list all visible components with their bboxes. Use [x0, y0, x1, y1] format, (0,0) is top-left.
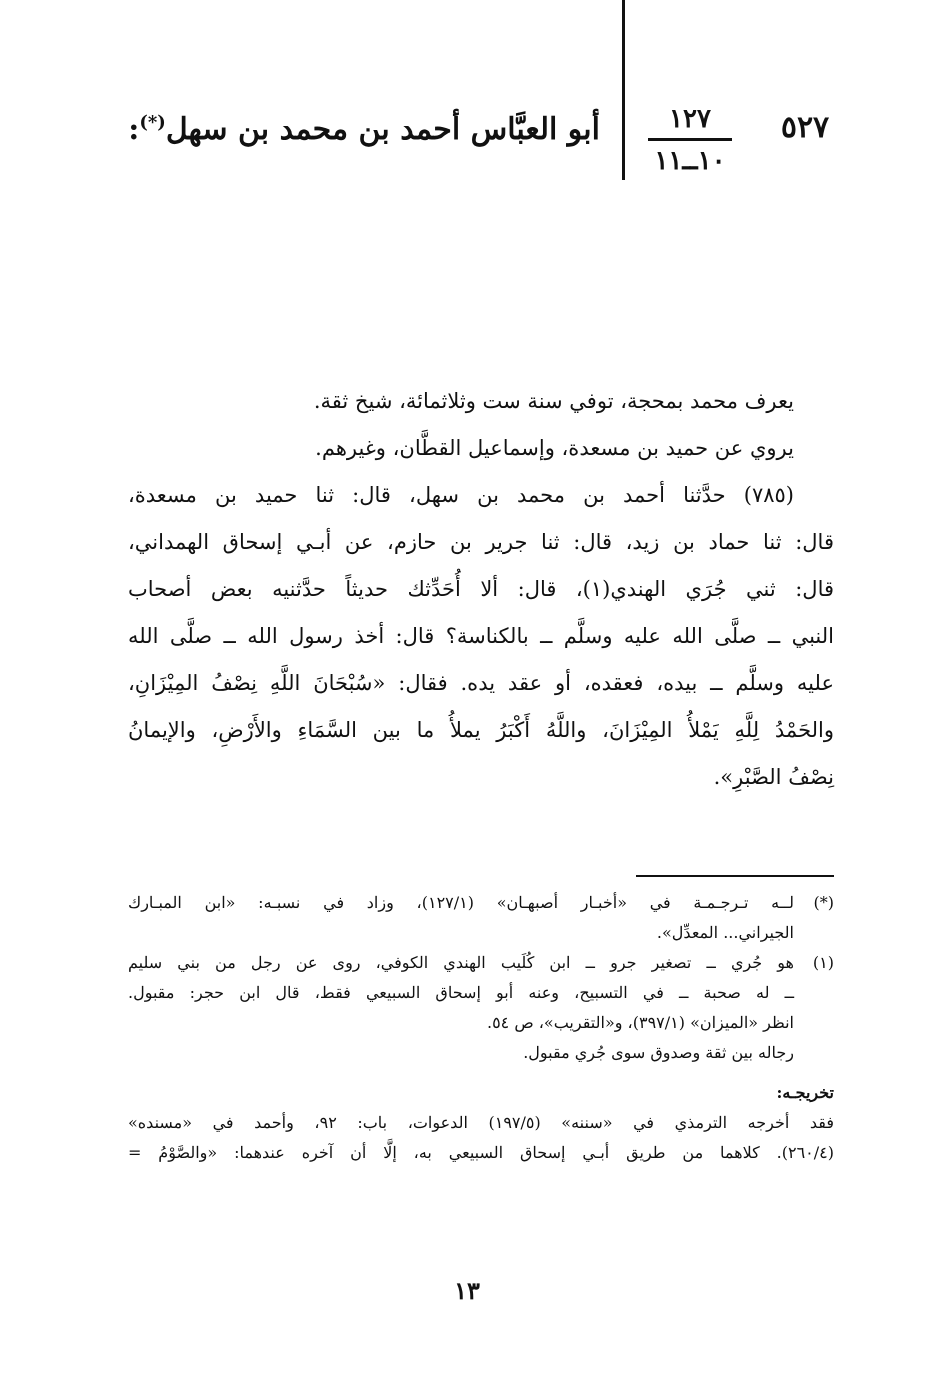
reference-fraction — [640, 104, 740, 177]
page-number: ١٣ — [454, 1276, 480, 1305]
header-vertical-rule — [622, 0, 625, 180]
footnote-marker: (*) — [813, 893, 834, 912]
footnote-marker: (١) — [812, 953, 834, 972]
footnote-line: لــه تـرجـمـة في «أخبـار أصبهـان» (١٢٧/١)، وزاد في نسبـه: «ابن المبـارك — [128, 893, 795, 912]
footnote-text — [128, 888, 794, 948]
body-line: يعرف محمد بمحجة، توفي سنة ست وثلاثمائة، شيخ ثقة. — [313, 389, 794, 413]
body-line: عليه وسلَّم ــ بيده، فعقده، أو عقد يده. فقال: «سُبْحَانَ اللَّهِ نِصْفُ المِيْزَانِ، — [128, 671, 834, 695]
body-line: يروي عن حميد بن مسعدة، وإسماعيل القطَّان، وغيرهم. — [315, 436, 794, 460]
body-line: قال: ثني جُرَي الهندي(١)، قال: ألا أُحَدِّثك حديثاً حدَّثنيه بعض أصحاب — [128, 577, 835, 601]
body-line: قال: ثنا حماد بن زيد، قال: ثنا جرير بن حازم، عن أبـي إسحاق الهمداني، — [128, 530, 834, 554]
entry-title-colon: : — [128, 112, 140, 147]
footnote-line: ــ له صحبة ــ في التسبيح، وعنه أبو إسحاق السبيعي فقط، قال ابن حجر: مقبول. — [128, 983, 794, 1002]
footnote-line: الجيراني... المعدِّل». — [656, 923, 794, 942]
takhrij-line: (٢٦٠/٤). كلاهما من طريق أبـي إسحاق السبيعي به، إلَّا أن آخره عندهما: «والصَّوْمُ = — [128, 1143, 834, 1162]
body-line: (٧٨٥) حدَّثنا أحمد بن محمد بن سهل، قال: ثنا حميد بن مسعدة، — [128, 483, 794, 507]
footnote-line: انظر «الميزان» (٣٩٧/١)، و«التقريب»، ص ٥٤. — [486, 1013, 794, 1032]
entry-number: ٥٢٧ — [780, 110, 830, 145]
takhrij-line: فقد أخرجه الترمذي في «سننه» (١٩٧/٥) الدعوات، باب: ٩٢، وأحمد في «مسنده» — [128, 1113, 835, 1132]
body-line: النبي ــ صلَّى الله عليه وسلَّم ــ بالكناسة؟ قال: أخذ رسول الله ــ صلَّى الله — [128, 624, 834, 648]
footnote — [128, 948, 834, 1068]
footnote — [128, 888, 834, 948]
entry-title-mark: (*) — [139, 112, 166, 133]
entry-title-text: أبو العبَّاس أحمد بن محمد بن سهل — [165, 112, 600, 147]
takhrij-section — [128, 1078, 834, 1168]
footnote-line: هو جُري ــ تصغير جرو ــ ابن كُلَيب الهندي الكوفي، روى عن رجل من بني سليم — [128, 953, 794, 972]
entry-title — [128, 112, 600, 147]
body-line: والحَمْدُ لِلَّهِ يَمْلأُ المِيْزَانَ، واللَّهُ أَكْبَرُ يملأُ ما بين السَّمَاءِ والأَرْضِ، والإيمانُ — [128, 718, 835, 742]
takhrij-heading: تخريجـه: — [776, 1083, 834, 1102]
reference-bottom: ١٠ــ١١ — [654, 146, 726, 176]
footnote-text — [128, 948, 794, 1068]
reference-top: ١٢٧ — [669, 104, 711, 134]
body-line: نِصْفُ الصَّبْرِ». — [713, 765, 834, 789]
reference-bar — [648, 138, 732, 141]
footnote-separator — [636, 875, 834, 877]
main-text — [128, 378, 834, 801]
footnotes — [128, 888, 834, 1168]
footnote-line: رجاله بين ثقة وصدوق سوى جُري مقبول. — [523, 1043, 794, 1062]
